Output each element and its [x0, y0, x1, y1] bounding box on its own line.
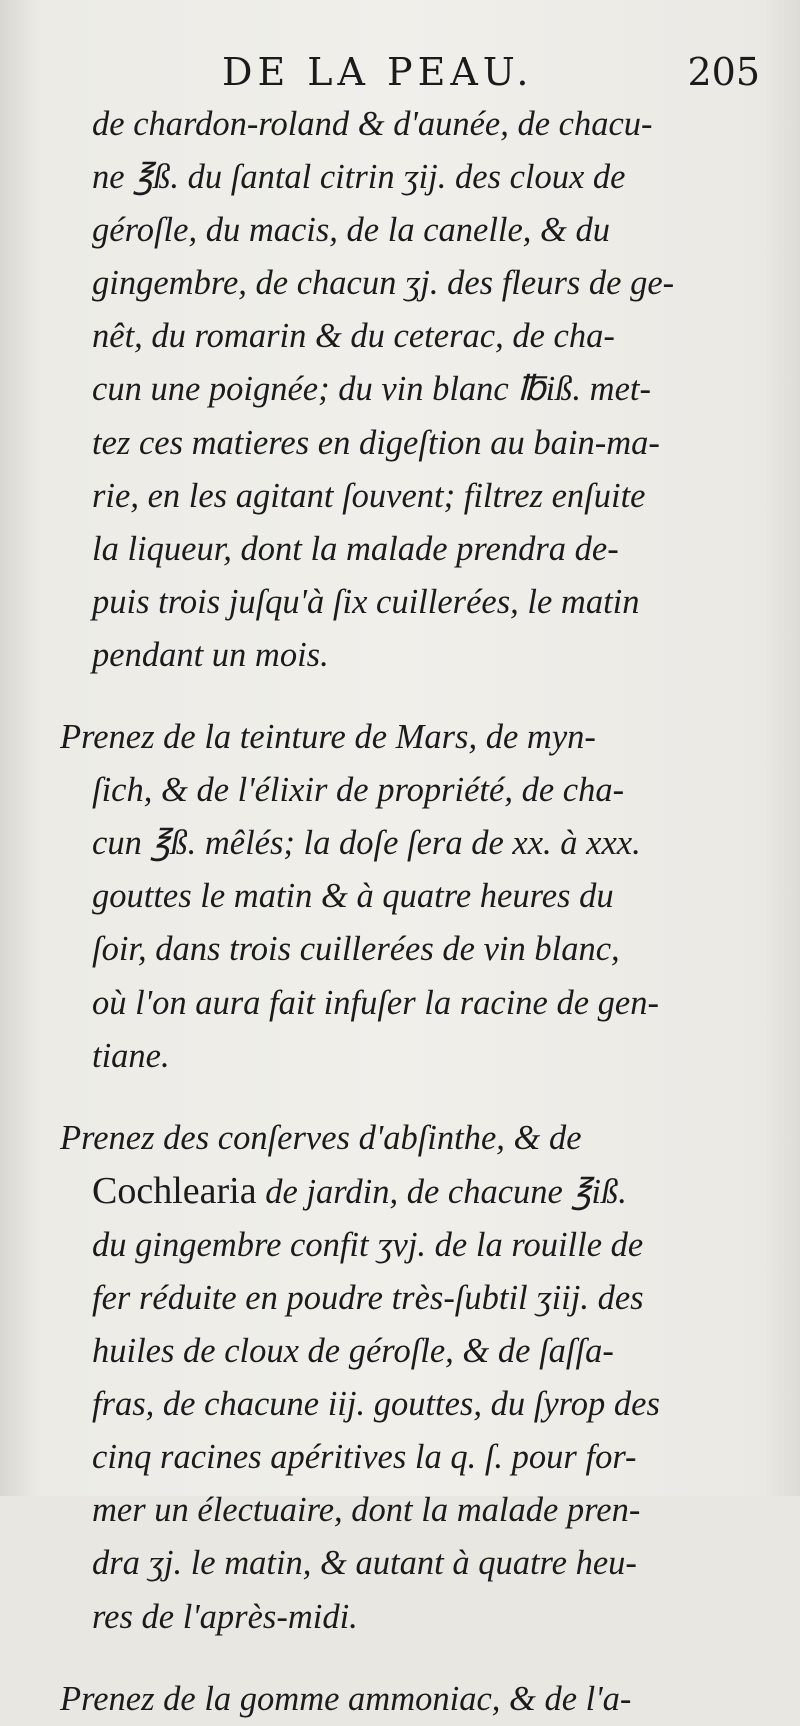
- page-number: 205: [687, 50, 760, 94]
- text-line: ne ℥ß. du ſantal citrin ʒij. des cloux de: [92, 158, 626, 197]
- text-line: puis trois juſqu'à ſix cuillerées, le matin: [92, 582, 640, 621]
- text-line: géroſle, du macis, de la canelle, & du: [92, 211, 611, 250]
- text-line: nêt, du romarin & du ceterac, de cha-: [92, 317, 615, 356]
- text-line: [92, 1165, 774, 1219]
- text-line: res de l'après-midi.: [92, 1597, 358, 1636]
- text-line: tiane.: [92, 1036, 170, 1075]
- paragraph-2: [60, 711, 774, 1083]
- body-text: [60, 98, 774, 1726]
- text-line: cinq racines apéritives la q. ſ. pour for-: [92, 1438, 637, 1477]
- running-head: [92, 44, 772, 104]
- text-line: gingembre, de chacun ʒj. des fleurs de ge-: [92, 264, 675, 303]
- text-line: fer réduite en poudre très-ſubtil ʒiij. des: [92, 1278, 644, 1317]
- text-line: où l'on aura fait infuſer la racine de gen-: [92, 983, 659, 1022]
- paragraph-3: [60, 1112, 774, 1644]
- text-line: mer un électuaire, dont la malade pren-: [92, 1491, 641, 1530]
- text-line: tez ces matieres en digeſtion au bain-ma-: [92, 423, 660, 462]
- text-line: cun une poignée; du vin blanc ℔iß. met-: [92, 370, 651, 409]
- text-line: huiles de cloux de géroſle, & de ſaſſa-: [92, 1332, 614, 1371]
- text-line: de chardon-roland & d'aunée, de chacu-: [92, 105, 653, 143]
- text-line: cun ℥ß. mêlés; la doſe ſera de xx. à xxx.: [92, 824, 641, 863]
- text-line: dra ʒj. le matin, & autant à quatre heu-: [92, 1544, 637, 1583]
- text-line: ſoir, dans trois cuillerées de vin blanc,: [92, 930, 620, 969]
- text-line: la liqueur, dont la malade prendra de-: [92, 529, 619, 568]
- paragraph-1: [92, 98, 774, 682]
- text-fragment: de jardin, de chacune ℥iß.: [256, 1172, 627, 1211]
- text-line: pendant un mois.: [92, 635, 329, 674]
- text-line: fras, de chacune iij. gouttes, du ſyrop des: [92, 1385, 660, 1424]
- text-line: rie, en les agitant ſouvent; filtrez enſuite: [92, 476, 646, 515]
- text-line: ſich, & de l'élixir de propriété, de cha-: [92, 771, 625, 810]
- paragraph-4: [60, 1673, 774, 1726]
- text-line: du gingembre confit ʒvj. de la rouille de: [92, 1225, 644, 1264]
- text-line: Prenez des conſerves d'abſinthe, & de: [60, 1118, 582, 1157]
- text-line: Prenez de la gomme ammoniac, & de l'a-: [60, 1679, 632, 1718]
- text-line: Prenez de la teinture de Mars, de myn-: [60, 718, 596, 757]
- running-title: DE LA PEAU.: [222, 50, 534, 94]
- text-line: gouttes le matin & à quatre heures du: [92, 877, 614, 916]
- roman-term: Cochlearia: [92, 1169, 257, 1212]
